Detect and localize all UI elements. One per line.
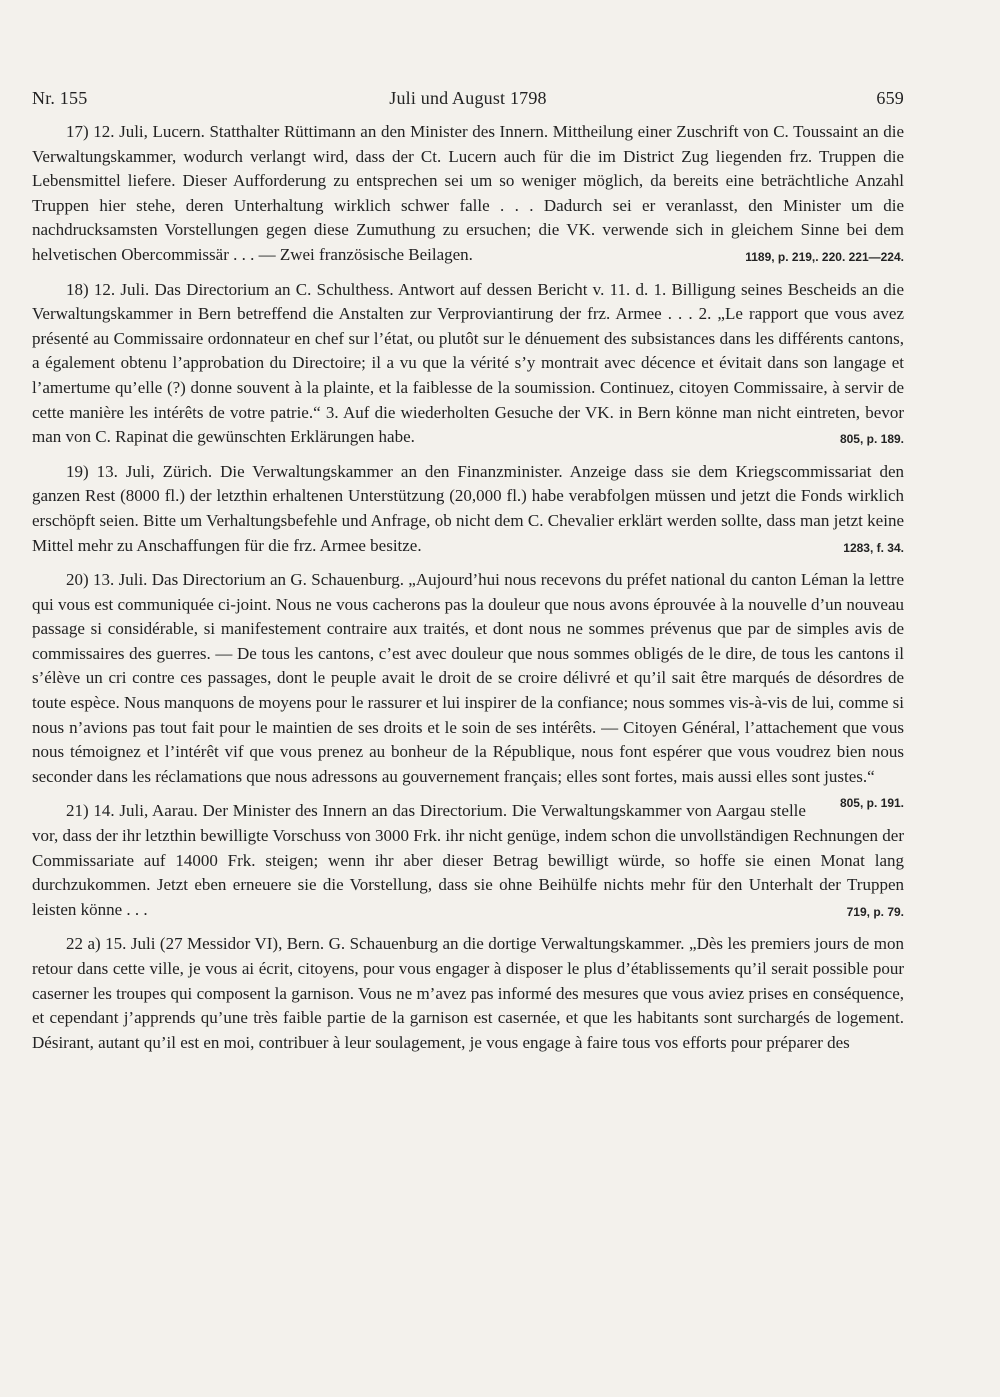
header-date-range: Juli und August 1798 — [389, 88, 547, 108]
entry-19 — [32, 460, 904, 558]
page-number: 659 — [876, 88, 904, 108]
entry-20 — [32, 568, 904, 811]
entry-17 — [32, 120, 904, 268]
archive-reference: 805, p. 189. — [839, 432, 904, 447]
archive-reference: 1283, f. 34. — [843, 540, 904, 555]
entry-18 — [32, 278, 904, 450]
entry-text: 21) 14. Juli, Aarau. Der Minister des Innern an das Directorium. Die Verwaltungskammer von Aargau stelle vor, dass der ihr letzthin bewilligte Vorschuss von 3000 Frk. ihr nicht genüge, indem schon die unvollständigen Rechnungen der Commissariate auf 14000 Frk. steigen; wenn ihr aber dieser Betrag bewilligt würde, so hoffe sie einen Monat lang durchzukommen. Jetzt eben erneuere sie die Vorstellung, dass sie ohne Beihülfe nichts mehr für den Unterhalt der Truppen leisten könne . . . — [32, 801, 904, 919]
archive-reference: 1189, p. 219,. 220. 221—224. — [745, 249, 904, 264]
entry-text: 22 a) 15. Juli (27 Messidor VI), Bern. G. Schauenburg an die dortige Verwaltungskammer. „Dès les premiers jours de mon retour dans cette ville, je vous ai écrit, citoyens, pour vous engager à disposer le plus d’établissements qu’il serait possible pour caserner les troupes qui composent la garnison. Vous ne m’avez pas informé des mesures que vous aviez prises en conséquence, et cependant j’apprends qu’une très faible partie de la garnison est casernée, et que les habitants sont surchargés de logement. Désirant, autant qu’il est en moi, contribuer à leur soulagement, je vous engage à faire tous vos efforts pour préparer des — [32, 934, 904, 1052]
entry-21 — [32, 799, 904, 922]
entry-text: 19) 13. Juli, Zürich. Die Verwaltungskammer an den Finanzminister. Anzeige dass sie dem Kriegscommissariat den ganzen Rest (8000 fl.) der letzthin erhaltenen Unterstützung (20,000 fl.) habe verabfolgen müssen und jetzt die Fonds wirklich erschöpft seien. Bitte um Verhaltungsbefehle und Anfrage, ob nicht dem C. Chevalier erklärt werden sollte, dass man jetzt keine Mittel mehr zu Anschaffungen für die frz. Armee besitze. — [32, 461, 904, 555]
archive-reference: 719, p. 79. — [846, 904, 904, 919]
entry-text: 20) 13. Juli. Das Directorium an G. Schauenburg. „Aujourd’hui nous recevons du préfet national du canton Léman la lettre qui vous est communiquée ci-joint. Nous ne vous cacherons pas la douleur que nous avons éprouvée à la nouvelle d’un nouveau passage si considérable, si manifestement contraire aux traités, et dont nous ne sommes prévenus que par de simples avis de commissaires des guerres. — De tous les cantons, c’est avec douleur que nous sommes obligés de le dire, de tous les cantons il s’élève un cri contre ces passages, dont le peuple avait le droit de se croire délivré et qu’il sait être marqués de désordres de toute espèce. Nous manquons de moyens pour le rassurer et lui inspirer de la confiance; nous sommes vis-à-vis de lui, comme si nous n’avions pas tout fait pour le maintien de ses droits et le soin de ses intérêts. — Citoyen Général, l’attachement que vous nous témoignez et l’intérêt vif que vous prenez au bonheur de la République, nous font espérer que vous voudrez bien nous seconder dans les réclamations que nous adressons au gouvernement français; elles sont fortes, mais aussi elles sont justes.“ — [32, 570, 904, 786]
entry-22a — [32, 932, 904, 1055]
document-page — [32, 88, 904, 1065]
entry-text: 17) 12. Juli, Lucern. Statthalter Rüttimann an den Minister des Innern. Mittheilung einer Zuschrift von C. Toussaint an die Verwaltungskammer, wodurch verlangt wird, dass der Ct. Lucern auch für die im District Zug liegenden frz. Truppen die Lebensmittel liefere. Dieser Aufforderung zu entsprechen sei um so weniger möglich, da bereits eine beträchtliche Anzahl Truppen hier stehe, deren Unterhaltung wirklich schwer falle . . . Dadurch sei er veranlasst, den Minister um die nachdrucksamsten Vorstellungen gegen diese Zumuthung zu ersuchen; die VK. verwende sich in gleichem Sinne bei dem helvetischen Obercommissär . . . — Zwei französische Beilagen. — [32, 122, 904, 264]
running-header — [32, 88, 904, 118]
document-number: Nr. 155 — [32, 88, 88, 108]
entry-text: 18) 12. Juli. Das Directorium an C. Schulthess. Antwort auf dessen Bericht v. 11. d. 1. Billigung seines Bescheids an die Verwaltungskammer in Bern betreffend die Anstalten zur Verproviantirung der frz. Armee . . . 2. „Le rapport que vous avez présenté au Commissaire ordonnateur en chef sur l’état, ou plutôt sur le dénuement des subsistances dans les différents cantons, a également obtenu l’approbation du Directoire; il a vu que la vérité s’y montrait avec décence et évitait dans son langage et l’amertume qu’elle (?) donne souvent à la plainte, et la faiblesse de la soumission. Continuez, citoyen Commissaire, à servir de cette manière les intérêts de votre patrie.“ 3. Auf die wiederholten Gesuche der VK. in Bern könne man nicht eintreten, bevor man von C. Rapinat die gewünschten Erklärungen habe. — [32, 279, 904, 447]
archive-reference: 805, p. 191. — [839, 796, 904, 811]
